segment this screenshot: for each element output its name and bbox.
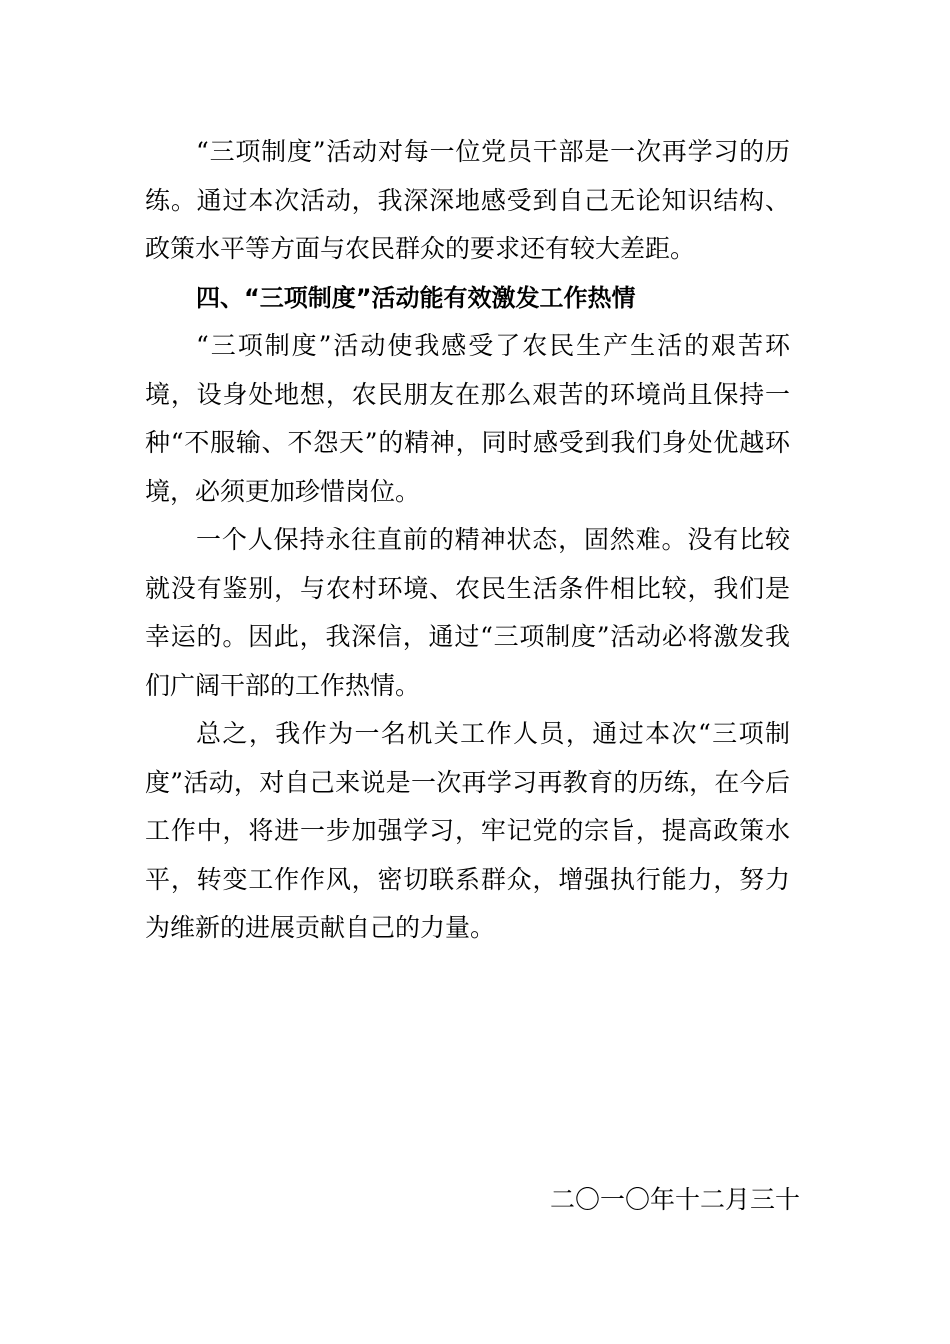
document-date: 二〇一〇年十二月三十 [549, 1185, 800, 1214]
paragraph-2: “三项制度”活动使我感受了农民生产生活的艰苦环境，设身处地想，农民朋友在那么艰苦的环境尚且保持一种“不服输、不怨天”的精神，同时感受到我们身处优越环境，必须更加珍惜岗位。 [145, 331, 790, 506]
document-body [145, 128, 790, 953]
paragraph-4: 总之，我作为一名机关工作人员，通过本次“三项制度”活动，对自己来说是一次再学习再教育的历练，在今后工作中，将进一步加强学习，牢记党的宗旨，提高政策水平，转变工作作风，密切联系群众，增强执行能力，努力为维新的进展贡献自己的力量。 [145, 719, 790, 942]
paragraph-3: 一个人保持永往直前的精神状态，固然难。没有比较就没有鉴别，与农村环境、农民生活条件相比较，我们是幸运的。因此，我深信，通过“三项制度”活动必将激发我们广阔干部的工作热情。 [145, 525, 790, 700]
section-heading-4: 四、“三项制度”活动能有效激发工作热情 [196, 283, 636, 312]
paragraph-1: “三项制度”活动对每一位党员干部是一次再学习的历练。通过本次活动，我深深地感受到自己无论知识结构、政策水平等方面与农民群众的要求还有较大差距。 [145, 137, 790, 263]
